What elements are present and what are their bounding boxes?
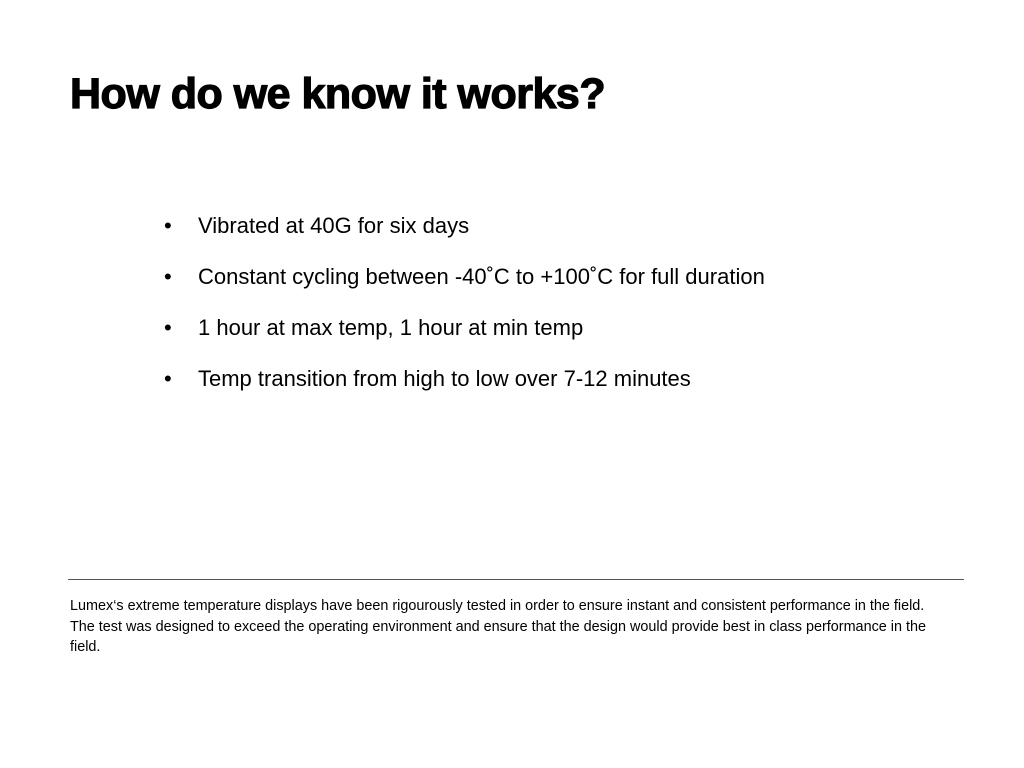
footnote-divider [68,579,964,580]
bullet-text: Vibrated at 40G for six days [198,213,470,238]
bullet-item [158,363,818,394]
bullet-item [158,312,818,343]
slide-title: How do we know it works? [70,70,606,118]
bullet-dot-icon: • [164,315,172,340]
bullet-text: Constant cycling between -40˚C to +100˚C for full duration [198,264,765,289]
bullet-dot-icon: • [164,264,172,289]
bullet-dot-icon: • [164,213,172,238]
footnote-text: Lumex‘s extreme temperature displays have been rigourously tested in order to ensure instant and consistent performance in the field. The test was designed to exceed the operating environment and ensure that the design would provide best in class performance in the field. [70,598,926,655]
bullet-text: Temp transition from high to low over 7-12 minutes [198,366,691,391]
bullet-item [158,210,818,241]
bullet-dot-icon: • [164,366,172,391]
bullet-list [158,210,818,414]
bullet-text: 1 hour at max temp, 1 hour at min temp [198,315,584,340]
bullet-item [158,261,818,292]
